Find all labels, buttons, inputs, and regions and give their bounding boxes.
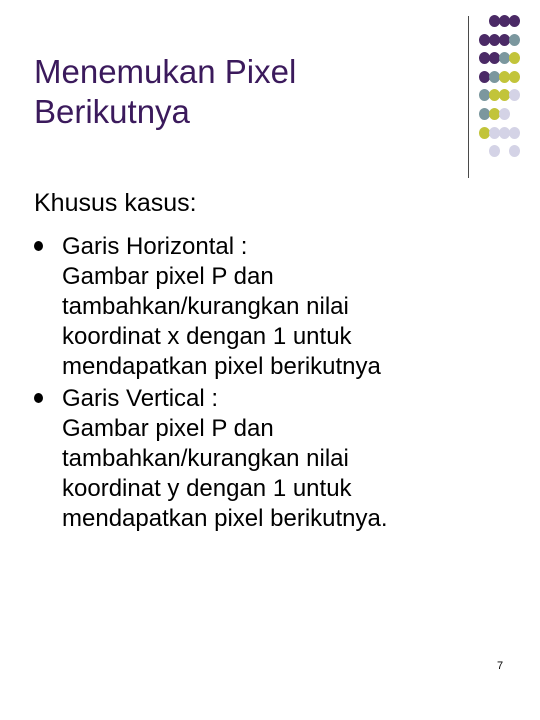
decorative-dot <box>509 71 520 83</box>
page-number: 7 <box>497 660 504 672</box>
decorative-dot <box>509 127 520 139</box>
bullet-line: mendapatkan pixel berikutnya. <box>62 505 388 532</box>
decorative-dot <box>489 145 500 157</box>
bullet-dot-icon <box>34 241 43 251</box>
decorative-dot <box>499 108 510 120</box>
bullet-line: tambahkan/kurangkan nilai <box>62 293 349 320</box>
bullet-item-horizontal <box>34 232 474 382</box>
bullet-line: koordinat x dengan 1 untuk <box>62 323 352 350</box>
bullet-line: Garis Horizontal : <box>62 233 248 260</box>
decorative-dot <box>509 145 520 157</box>
vertical-divider <box>468 16 469 178</box>
bullet-line: Garis Vertical : <box>62 385 219 412</box>
bullet-line: koordinat y dengan 1 untuk <box>62 475 352 502</box>
bullet-line: Gambar pixel P dan <box>62 263 274 290</box>
title-line-1: Menemukan Pixel <box>34 53 297 90</box>
bullet-list <box>34 232 474 534</box>
bullet-dot-icon <box>34 393 43 403</box>
bullet-line: tambahkan/kurangkan nilai <box>62 445 349 472</box>
decorative-dot <box>509 34 520 46</box>
bullet-line: mendapatkan pixel berikutnya <box>62 353 381 380</box>
decorative-dot <box>509 52 520 64</box>
title-line-2: Berikutnya <box>34 93 190 131</box>
decorative-dot <box>509 89 520 101</box>
bullet-item-vertical <box>34 384 474 534</box>
slide-title <box>34 52 454 133</box>
bullet-line: Gambar pixel P dan <box>62 415 274 442</box>
decorative-dot <box>509 15 520 27</box>
slide-subtitle: Khusus kasus: <box>34 189 197 217</box>
